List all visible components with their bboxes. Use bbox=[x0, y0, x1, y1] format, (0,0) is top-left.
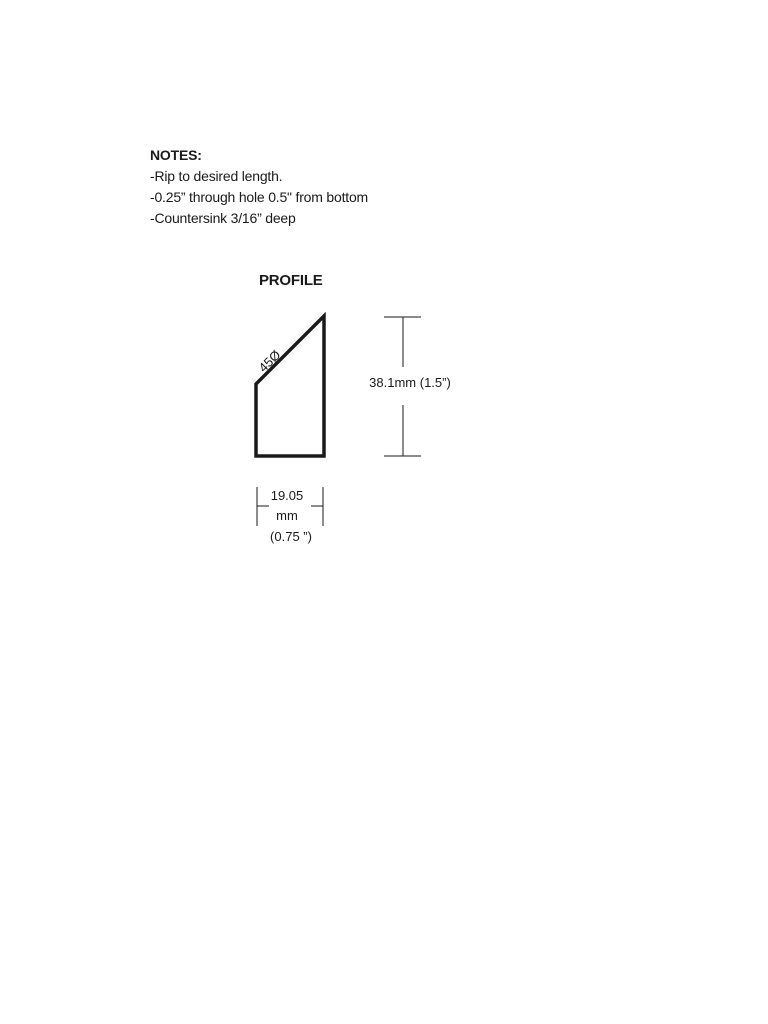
width-label-inches: (0.75 ”) bbox=[270, 529, 312, 544]
profile-shape bbox=[256, 316, 324, 456]
height-dimension bbox=[369, 317, 451, 456]
profile-title: PROFILE bbox=[259, 272, 323, 289]
angle-label: 45Ø bbox=[255, 347, 284, 376]
note-countersink: -Countersink 3/16” deep bbox=[150, 210, 296, 226]
width-label-unit: mm bbox=[276, 508, 298, 523]
note-rip-length: -Rip to desired length. bbox=[150, 168, 283, 184]
width-dimension bbox=[257, 487, 323, 544]
width-label-value: 19.05 bbox=[270, 488, 304, 503]
height-label: 38.1mm (1.5”) bbox=[369, 375, 451, 390]
notes-title: NOTES: bbox=[150, 147, 202, 163]
note-through-hole: -0.25” through hole 0.5" from bottom bbox=[150, 189, 369, 205]
